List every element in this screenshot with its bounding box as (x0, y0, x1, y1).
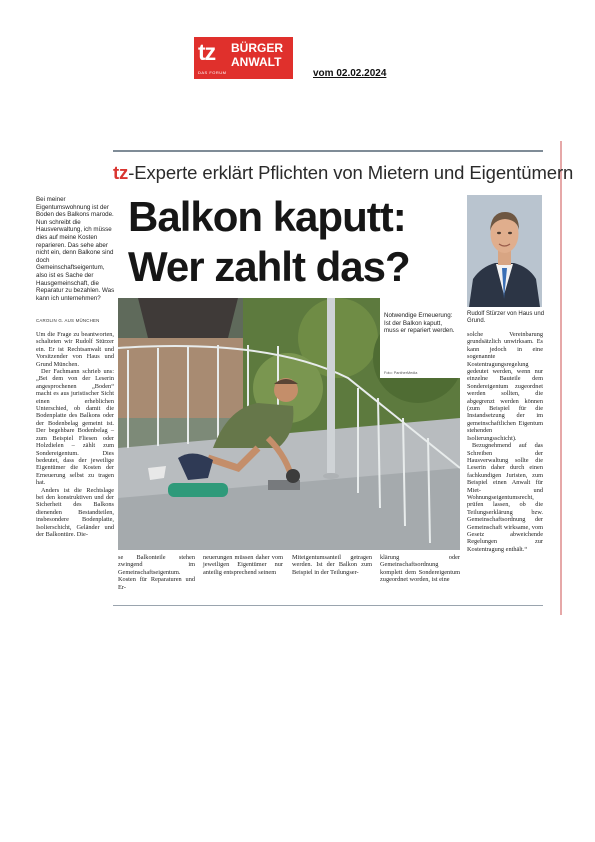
article-column-4: Miteigentumsanteil getragen werden. Ist der Balkon zum Beispiel in der Teilungser- (292, 554, 372, 576)
expert-portrait (467, 195, 542, 307)
reader-credit: CAROLIN G. AUS MÜNCHEN (36, 318, 100, 323)
article-kicker (113, 162, 573, 184)
portrait-illustration (467, 195, 542, 307)
article-column-2: se Balkonteile stehen zwingend im Gemeinschaftseigentum. Kosten für Reparaturen und Er- (118, 554, 195, 591)
article-column-1 (36, 331, 114, 538)
colr-paragraph: solche Vereinbarung grundsätzlich unwirksam. Es kann jedoch in eine sogenannte Kostentragungsregelung gedeutet werden, wenn nur einzelne Bauteile dem Sondereigentum zugeordnet werden sollten, die abgegrenzt werden können (zum Beispiel für die Instandsetzung der im gemeinschaftlichen Eigentum stehenden Isolierungsschicht). (467, 331, 543, 442)
bottom-rule (113, 605, 543, 606)
side-rule (560, 141, 562, 615)
article-column-right (467, 331, 543, 553)
photo-credit: Foto: PantherMedia (384, 371, 418, 375)
logo-line2: ANWALT (231, 55, 282, 69)
tz-buergeranwalt-logo (194, 37, 293, 79)
col1-paragraph: Anders ist die Rechtslage bei den konstruktiven und der Sicherheit des Balkons dienenden Bestandteilen, insbesondere Bodenplatte, Isolierschicht, Geländer und der Balkontüre. Die- (36, 486, 114, 538)
reader-question: Bei meiner Eigentumswohnung ist der Boden des Balkons marode. Nun schreibt die Hausverwaltung, ich müsse dies auf meine Kosten reparieren. Das sehe aber nicht ein, denn Balkone sind doch Gemeinschaftseigentum, also ist es Sache der Hausgemeinschaft, die Reparatur zu bezahlen. Was kann ich unternehmen? (36, 196, 115, 302)
publication-date: vom 02.02.2024 (313, 68, 387, 79)
photo-caption-box (380, 298, 460, 378)
portrait-caption: Rudolf Stürzer von Haus und Grund. (467, 311, 545, 325)
col1-paragraph: Der Fachmann schrieb uns: „Bei dem von der Leserin angesprochenen „Boden“ macht es aus juristischer Sicht einen erheblichen Unterschied, ob damit die Bodenplatte des Balkons oder der Bodenbelag gemeint ist. Der begehbare Bodenbelag – zum Beispiel Fliesen oder Holzdielen – zählt zum Sondereigentum. Dies bedeutet, dass der jeweilige Eigentümer die Kosten der Erneuerung selbst zu tragen hat. (36, 368, 114, 487)
article-column-5: klärung oder Gemeinschaftsordnung komplett dem Sondereigentum zugeordnet worden, ist eine (380, 554, 460, 584)
col1-paragraph: Um die Frage zu beantworten, schalteten wir Rudolf Stürzer ein. Er ist Rechtsanwalt und Vorsitzender von Haus und Grund München. (36, 331, 114, 368)
article-column-3: neuerungen müssen daher vom jeweiligen Eigentümer nur anteilig entsprechend seinem (203, 554, 283, 576)
colr-paragraph: Bezugnehmend auf das Schreiben der Hausverwaltung sollte die Leserin daher durch einen fachkundigen Juristen, zum Beispiel einen Anwalt für Miet- und Wohnungseigentumsrecht, prüfen lassen, ob die Teilungserklärung bzw. Gemeinschaftsordnung der Gemeinschaft wirksame, vom Gesetz abweichende Regelungen zur Kostentragung enthält.“ (467, 442, 543, 553)
kicker-text: -Experte erklärt Pflichten von Mietern und Eigentümern (128, 162, 574, 183)
kicker-tz: tz (113, 162, 129, 183)
headline-line1: Balkon kaputt: (128, 193, 406, 240)
top-rule (113, 150, 543, 152)
photo-caption: Notwendige Erneuerung: Ist der Balkon kaputt, muss er repariert werden. (384, 312, 455, 335)
headline-line2: Wer zahlt das? (128, 243, 410, 290)
logo-tz: tz (198, 39, 216, 65)
logo-line1: BÜRGER (231, 41, 284, 55)
logo-line3: DAS FORUM (198, 70, 227, 75)
